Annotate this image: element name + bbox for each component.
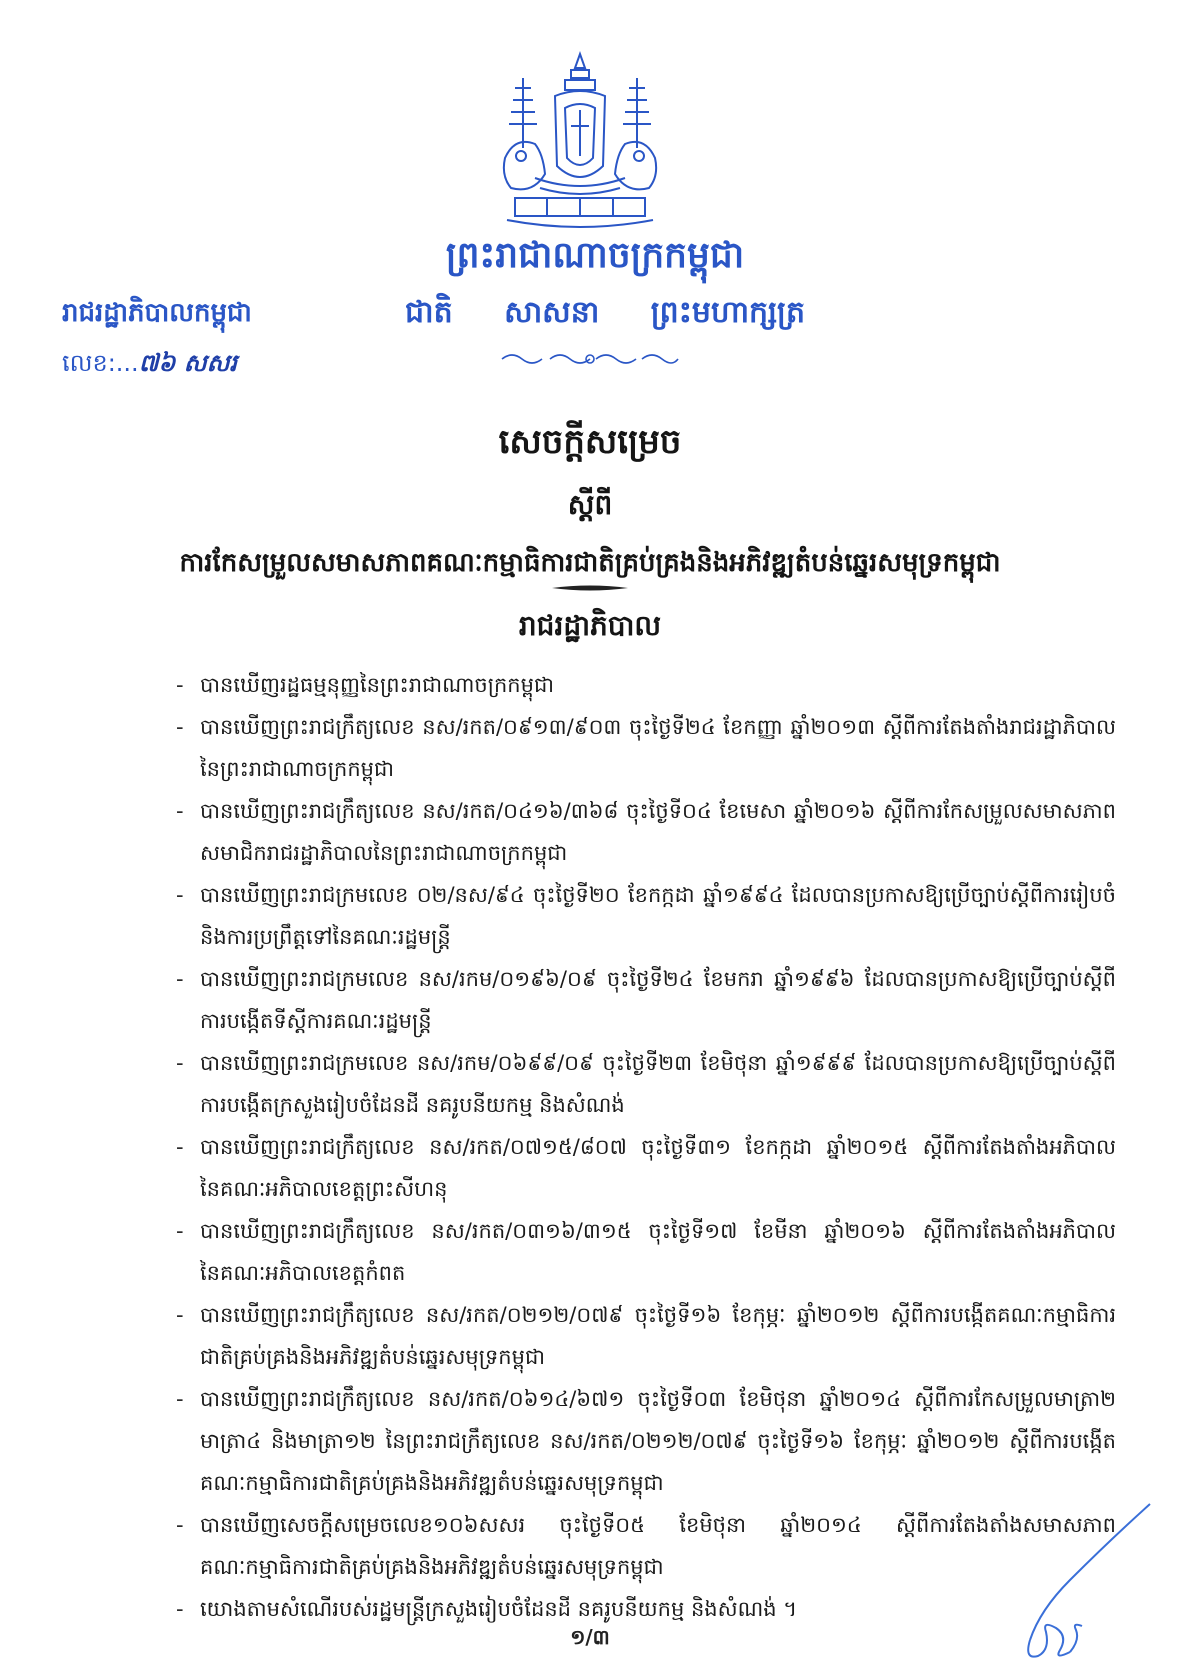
list-item: - បានឃើញព្រះរាជក្រមលេខ ០២/នស/៩៤ ចុះថ្ងៃទី២០ ខែកក្កដា ឆ្នាំ១៩៩៤ ដែលបានប្រកាសឱ្យប្រើច្បាប់ស្ដីពីការរៀបចំ និងការប្រព្រឹត្តទៅនៃគណៈរដ្ឋមន្ត្រី bbox=[176, 883, 1116, 949]
list-item: - បានឃើញសេចក្ដីសម្រេចលេខ១០៦សសរ ចុះថ្ងៃទី០៥ ខែមិថុនា ឆ្នាំ២០១៤ ស្ដីពីការតែងតាំងសមាសភាពគណៈកម្មាធិការជាតិគ្រប់គ្រងនិងអភិវឌ្ឍតំបន់ឆ្នេរសមុទ្រកម្ពុជា bbox=[176, 1513, 1116, 1579]
kingdom-name: ព្រះរាជាណាចក្រកម្ពុជា bbox=[445, 235, 745, 276]
decision-subject: ការកែសម្រួលសមាសភាពគណៈកម្មាធិការជាតិគ្រប់គ្រងនិងអភិវឌ្ឍតំបន់ឆ្នេរសមុទ្រកម្ពុជា bbox=[179, 548, 1001, 578]
decision-subtitle: ស្ដីពី bbox=[567, 488, 613, 521]
decision-title: សេចក្ដីសម្រេច bbox=[498, 422, 682, 462]
list-item: - បានឃើញព្រះរាជក្រមលេខ នស/រកម/០១៩៦/០៩ ចុះថ្ងៃទី២៤ ខែមករា ឆ្នាំ១៩៩៦ ដែលបានប្រកាសឱ្យប្រើច្បាប់ស្ដីពីការបង្កើតទីស្ដីការគណៈរដ្ឋមន្ត្រី bbox=[176, 967, 1116, 1033]
list-item: - យោងតាមសំណើរបស់រដ្ឋមន្ត្រីក្រសួងរៀបចំដែនដី នគរូបនីយកម្ម និងសំណង់ ។ bbox=[176, 1597, 798, 1621]
list-item: - បានឃើញព្រះរាជក្រមលេខ នស/រកម/០៦៩៩/០៩ ចុះថ្ងៃទី២៣ ខែមិថុនា ឆ្នាំ១៩៩៩ ដែលបានប្រកាសឱ្យប្រើច្បាប់ស្ដីពីការបង្កើតក្រសួងរៀបចំដែនដី នគរូបនីយកម្ម និងសំណង់ bbox=[176, 1051, 1116, 1117]
list-item: - បានឃើញព្រះរាជក្រឹត្យលេខ នស/រកត/០៧១៥/៨០៧ ចុះថ្ងៃទី៣១ ខែកក្កដា ឆ្នាំ២០១៥ ស្ដីពីការតែងតាំងអភិបាលនៃគណៈអភិបាលខេត្តព្រះសីហនុ bbox=[176, 1135, 1116, 1201]
page-number: ១/៣ bbox=[570, 1625, 610, 1649]
list-item: - បានឃើញព្រះរាជក្រឹត្យលេខ នស/រកត/០៩១៣/៩០៣ ចុះថ្ងៃទី២៤ ខែកញ្ញា ឆ្នាំ២០១៣ ស្ដីពីការតែងតាំងរាជរដ្ឋាភិបាលនៃព្រះរាជាណាចក្រកម្ពុជា bbox=[176, 715, 1116, 781]
royal-coat-of-arms-icon bbox=[485, 48, 675, 238]
document-number-value: ៧៦ សសរ bbox=[138, 349, 238, 377]
list-item: - បានឃើញព្រះរាជក្រឹត្យលេខ នស/រកត/០៤១៦/៣៦៨ ចុះថ្ងៃទី០៤ ខែមេសា ឆ្នាំ២០១៦ ស្ដីពីការកែសម្រួលសមាសភាពសមាជិករាជរដ្ឋាភិបាលនៃព្រះរាជាណាចក្រកម្ពុជា bbox=[176, 799, 1116, 865]
title-divider-icon bbox=[550, 583, 630, 593]
motto-religion: សាសនា bbox=[504, 295, 600, 330]
list-item: - បានឃើញរដ្ឋធម្មនុញ្ញនៃព្រះរាជាណាចក្រកម្ពុជា bbox=[176, 673, 554, 697]
document-number-label: លេខ:... bbox=[62, 349, 139, 377]
issuer-heading: រាជរដ្ឋាភិបាល bbox=[518, 609, 662, 642]
ornament-divider-icon bbox=[500, 348, 680, 370]
list-item: - បានឃើញព្រះរាជក្រឹត្យលេខ នស/រកត/០៣១៦/៣១៥ ចុះថ្ងៃទី១៧ ខែមីនា ឆ្នាំ២០១៦ ស្ដីពីការតែងតាំងអភិបាលនៃគណៈអភិបាលខេត្តកំពត bbox=[176, 1219, 1116, 1285]
preamble-list bbox=[176, 664, 1116, 1630]
list-item: - បានឃើញព្រះរាជក្រឹត្យលេខ នស/រកត/០២១២/០៧៩ ចុះថ្ងៃទី១៦ ខែកុម្ភៈ ឆ្នាំ២០១២ ស្ដីពីការបង្កើតគណៈកម្មាធិការជាតិគ្រប់គ្រងនិងអភិវឌ្ឍតំបន់ឆ្នេរសមុទ្រកម្ពុជា bbox=[176, 1303, 1116, 1369]
list-item: - បានឃើញព្រះរាជក្រឹត្យលេខ នស/រកត/០៦១៤/៦៧១ ចុះថ្ងៃទី០៣ ខែមិថុនា ឆ្នាំ២០១៤ ស្ដីពីការកែសម្រួលមាត្រា២ មាត្រា៤ និងមាត្រា១២ នៃព្រះរាជក្រឹត្យលេខ នស/រកត/០២១២/០៧៩ ចុះថ្ងៃទី១៦ ខែកុម្ភៈ ឆ្នាំ២០១២ ស្ដីពីការបង្កើតគណៈកម្មាធិការជាតិគ្រប់គ្រងនិងអភិវឌ្ឍតំបន់ឆ្នេរសមុទ្រកម្ពុជា bbox=[176, 1387, 1116, 1495]
motto-king: ព្រះមហាក្សត្រ bbox=[650, 295, 805, 330]
motto-nation: ជាតិ bbox=[405, 295, 453, 330]
national-motto bbox=[405, 293, 805, 337]
government-name: រាជរដ្ឋាភិបាលកម្ពុជា bbox=[62, 298, 252, 328]
document-number bbox=[62, 348, 322, 383]
